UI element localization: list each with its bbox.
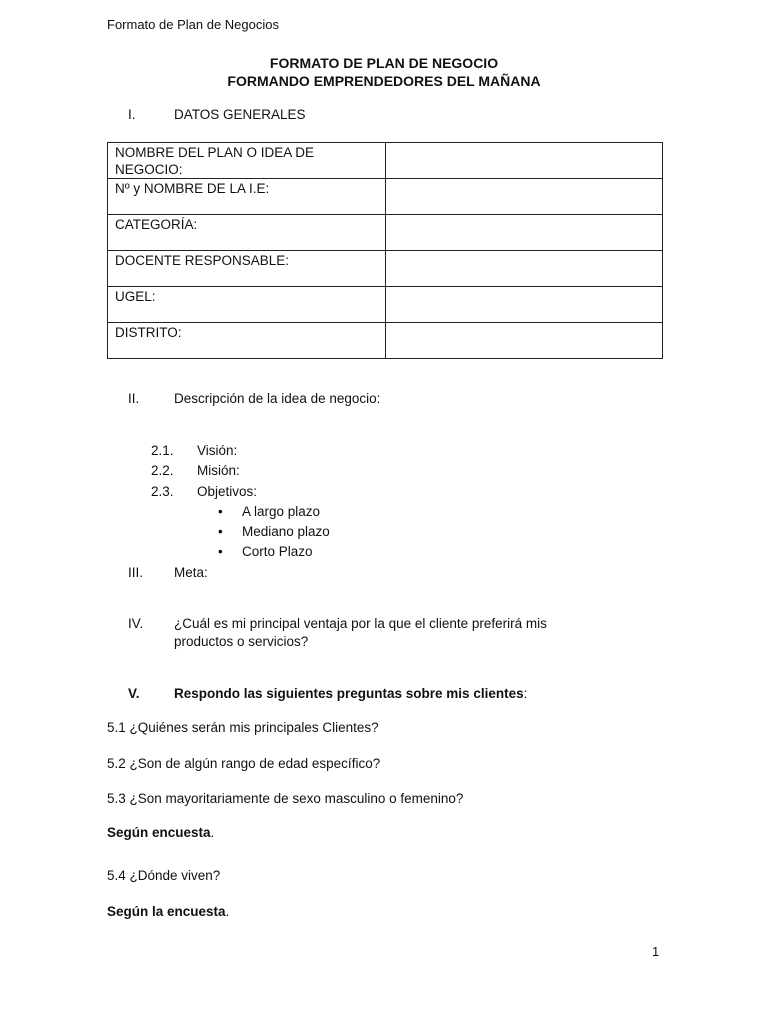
row-value-categoria[interactable] (386, 215, 663, 251)
bullet-icon: • (218, 544, 223, 559)
note-segun-encuesta (107, 825, 214, 840)
item-2-3-number: 2.3. (151, 484, 174, 499)
row-value-distrito[interactable] (386, 323, 663, 359)
row-label-docente: DOCENTE RESPONSABLE: (108, 251, 386, 287)
document-title: FORMATO DE PLAN DE NEGOCIO (269, 55, 499, 71)
section-1-number: I. (128, 107, 136, 122)
datos-generales-table (107, 142, 663, 359)
note-segun-la-encuesta (107, 904, 229, 919)
document-subtitle: FORMANDO EMPRENDEDORES DEL MAÑANA (227, 73, 541, 89)
section-4-number: IV. (128, 616, 144, 631)
page-header: Formato de Plan de Negocios (107, 17, 279, 32)
item-2-1-number: 2.1. (151, 443, 174, 458)
row-label-nombre-ie: Nº y NOMBRE DE LA I.E: (108, 179, 386, 215)
section-5-number: V. (128, 686, 140, 701)
bullet-mediano-plazo: Mediano plazo (242, 524, 330, 539)
row-value-ugel[interactable] (386, 287, 663, 323)
section-4-question-line2: productos o servicios? (174, 634, 309, 649)
row-value-docente[interactable] (386, 251, 663, 287)
row-value-nombre-ie[interactable] (386, 179, 663, 215)
question-5-1: 5.1 ¿Quiénes serán mis principales Clientes? (107, 720, 379, 735)
question-5-4: 5.4 ¿Dónde viven? (107, 868, 221, 883)
section-4-question-line1: ¿Cuál es mi principal ventaja por la que el cliente preferirá mis (174, 616, 547, 631)
item-vision-label: Visión: (197, 443, 238, 458)
bullet-icon: • (218, 524, 223, 539)
note-period: . (210, 825, 215, 840)
bullet-icon: • (218, 504, 223, 519)
table-row (108, 287, 663, 323)
section-3-number: III. (128, 565, 144, 580)
section-1-heading: DATOS GENERALES (174, 107, 306, 122)
item-2-2-number: 2.2. (151, 463, 174, 478)
table-row (108, 215, 663, 251)
note-segun-encuesta-text: Según encuesta (107, 825, 211, 840)
table-row (108, 251, 663, 287)
section-5-heading-colon: : (523, 686, 528, 701)
section-3-heading: Meta: (174, 565, 208, 580)
row-label-categoria: CATEGORÍA: (108, 215, 386, 251)
item-mision-label: Misión: (197, 463, 240, 478)
section-5-heading (174, 686, 527, 701)
table-row (108, 143, 663, 179)
row-label-nombre-plan: NOMBRE DEL PLAN O IDEA DE NEGOCIO: (108, 143, 386, 179)
question-5-2: 5.2 ¿Son de algún rango de edad específico? (107, 756, 381, 771)
question-5-3: 5.3 ¿Son mayoritariamente de sexo masculino o femenino? (107, 791, 464, 806)
note-period: . (225, 904, 230, 919)
section-5-heading-text: Respondo las siguientes preguntas sobre mis clientes (174, 686, 524, 701)
row-label-distrito: DISTRITO: (108, 323, 386, 359)
bullet-corto-plazo: Corto Plazo (242, 544, 313, 559)
table-row (108, 179, 663, 215)
row-label-ugel: UGEL: (108, 287, 386, 323)
item-objetivos-label: Objetivos: (197, 484, 258, 499)
page-number: 1 (652, 944, 660, 959)
section-2-heading: Descripción de la idea de negocio: (174, 391, 381, 406)
bullet-largo-plazo: A largo plazo (242, 504, 321, 519)
table-row (108, 323, 663, 359)
row-value-nombre-plan[interactable] (386, 143, 663, 179)
section-2-number: II. (128, 391, 140, 406)
note-segun-la-encuesta-text: Según la encuesta (107, 904, 226, 919)
